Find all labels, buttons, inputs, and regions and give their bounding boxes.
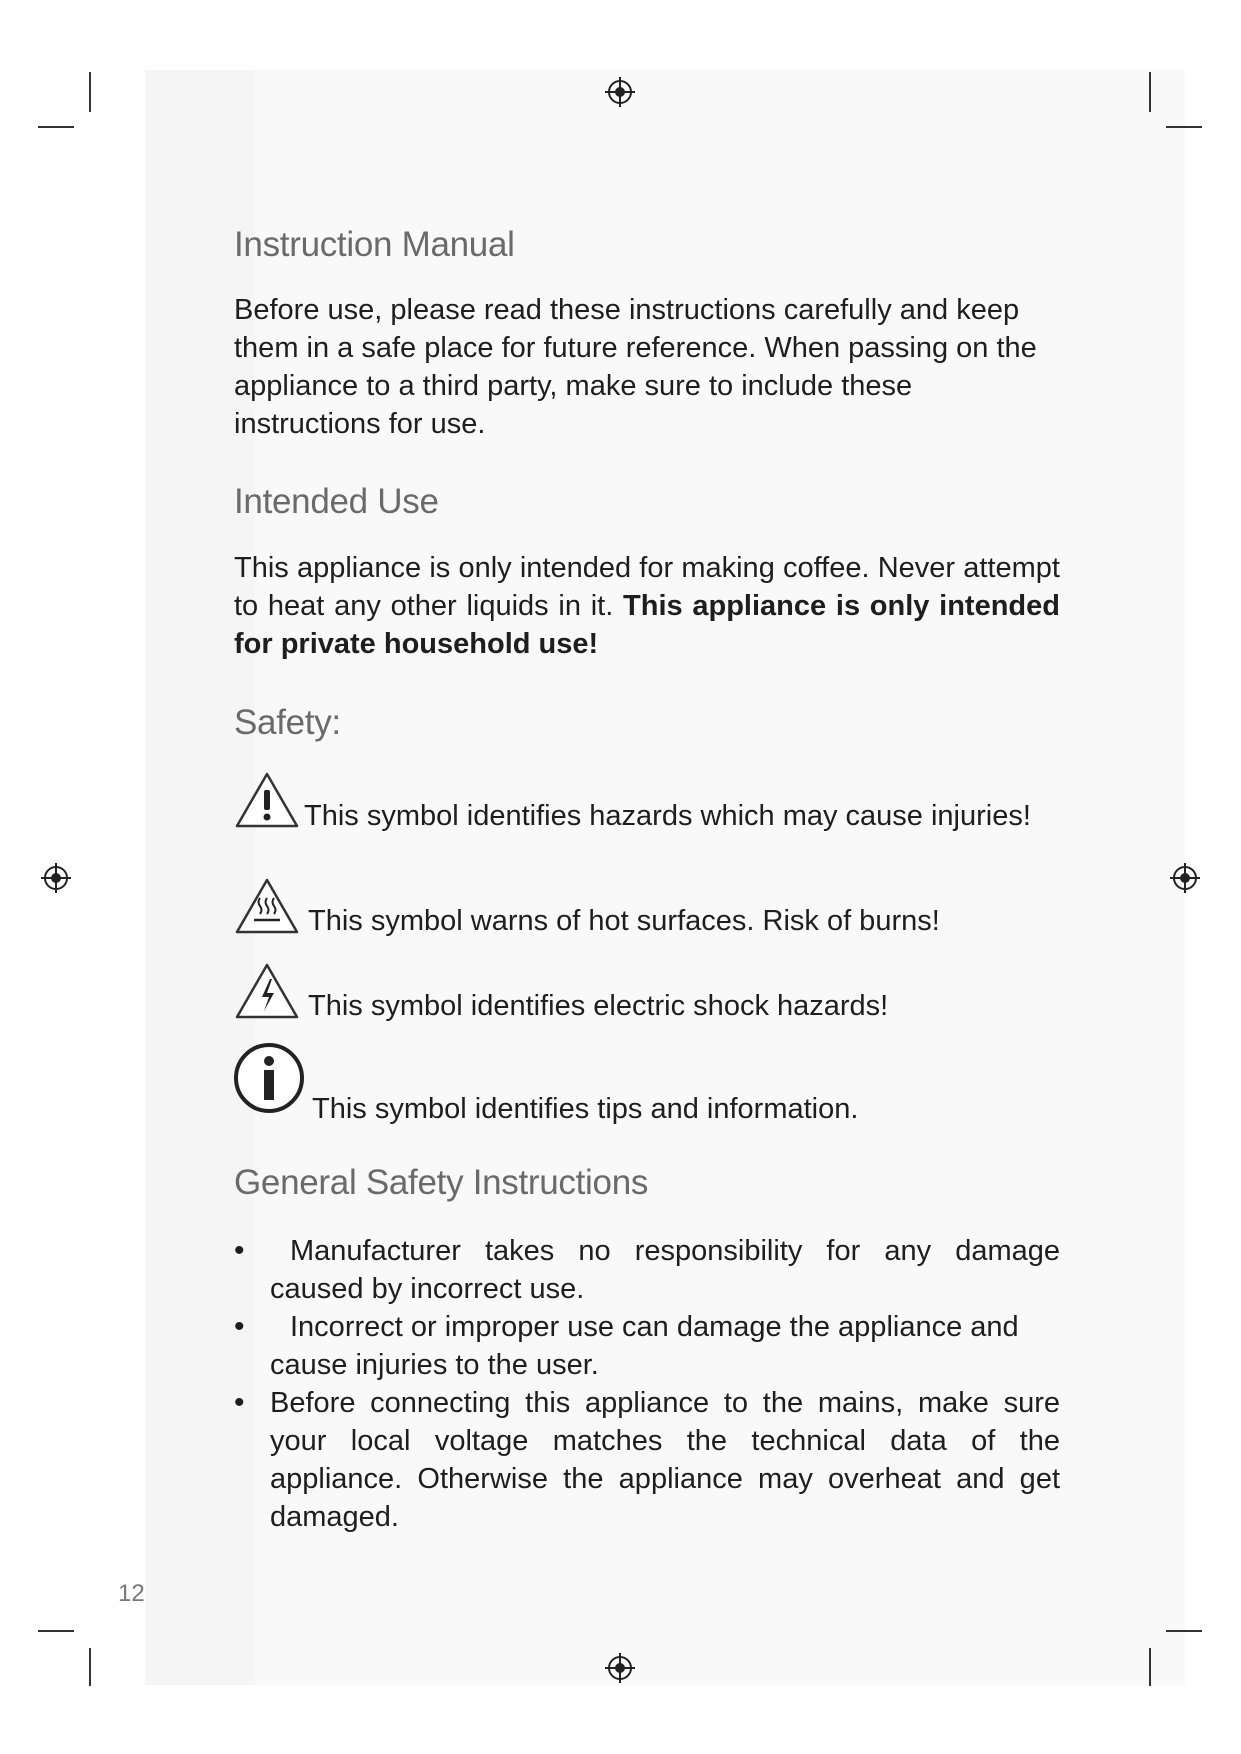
crop-mark — [89, 72, 91, 112]
page-number: 12 — [118, 1580, 145, 1607]
intended-use-text: This appliance is only intended for making coffee. Never attempt to heat any other liquids in it. — [234, 552, 1060, 622]
registration-mark-icon — [605, 1653, 635, 1683]
heading-general-safety: General Safety Instructions — [234, 1163, 649, 1202]
heading-instruction-manual: Instruction Manual — [234, 225, 515, 264]
intended-use-bold-text: This appliance is only intended for private household use! — [234, 590, 1060, 660]
electric-shock-warning-icon — [234, 961, 300, 1021]
info-icon — [234, 1042, 306, 1114]
heading-intended-use: Intended Use — [234, 482, 439, 521]
bullet-text: Before connecting this appliance to the mains, make sure your local voltage matches the technical data of the appliance. Otherwise the appliance may overheat and get damaged. — [270, 1387, 1060, 1533]
bullet-dot: • — [234, 1386, 245, 1419]
symbol-text-info: This symbol identifies tips and information. — [312, 1093, 859, 1125]
symbol-text-hazard: This symbol identifies hazards which may cause injuries! — [304, 800, 1031, 832]
heading-safety: Safety: — [234, 703, 341, 742]
intended-use-body — [234, 549, 1060, 663]
bullet-text: Manufacturer takes no responsibility for any damage caused by incorrect use. — [270, 1235, 1060, 1305]
crop-mark — [1166, 126, 1202, 128]
registration-mark-icon — [605, 77, 635, 107]
warning-exclamation-icon — [234, 770, 300, 830]
registration-mark-icon — [41, 863, 71, 893]
instruction-manual-body: Before use, please read these instructions carefully and keep them in a safe place for future reference. When passing on the appliance to a third party, make sure to include these instructions for use. — [234, 294, 1037, 440]
symbol-text-electric-shock: This symbol identifies electric shock hazards! — [308, 990, 889, 1022]
crop-mark — [1149, 72, 1151, 112]
bullet-dot: • — [234, 1234, 245, 1267]
crop-mark — [1149, 1648, 1151, 1686]
symbol-text-hot-surface: This symbol warns of hot surfaces. Risk of burns! — [308, 905, 940, 937]
crop-mark — [38, 1630, 74, 1632]
registration-mark-icon — [1170, 863, 1200, 893]
crop-mark — [1166, 1630, 1202, 1632]
crop-mark — [38, 126, 74, 128]
bullet-text: Incorrect or improper use can damage the appliance and cause injuries to the user. — [270, 1311, 1019, 1381]
bullet-dot: • — [234, 1310, 245, 1343]
hot-surface-warning-icon — [234, 876, 300, 936]
crop-mark — [89, 1648, 91, 1686]
